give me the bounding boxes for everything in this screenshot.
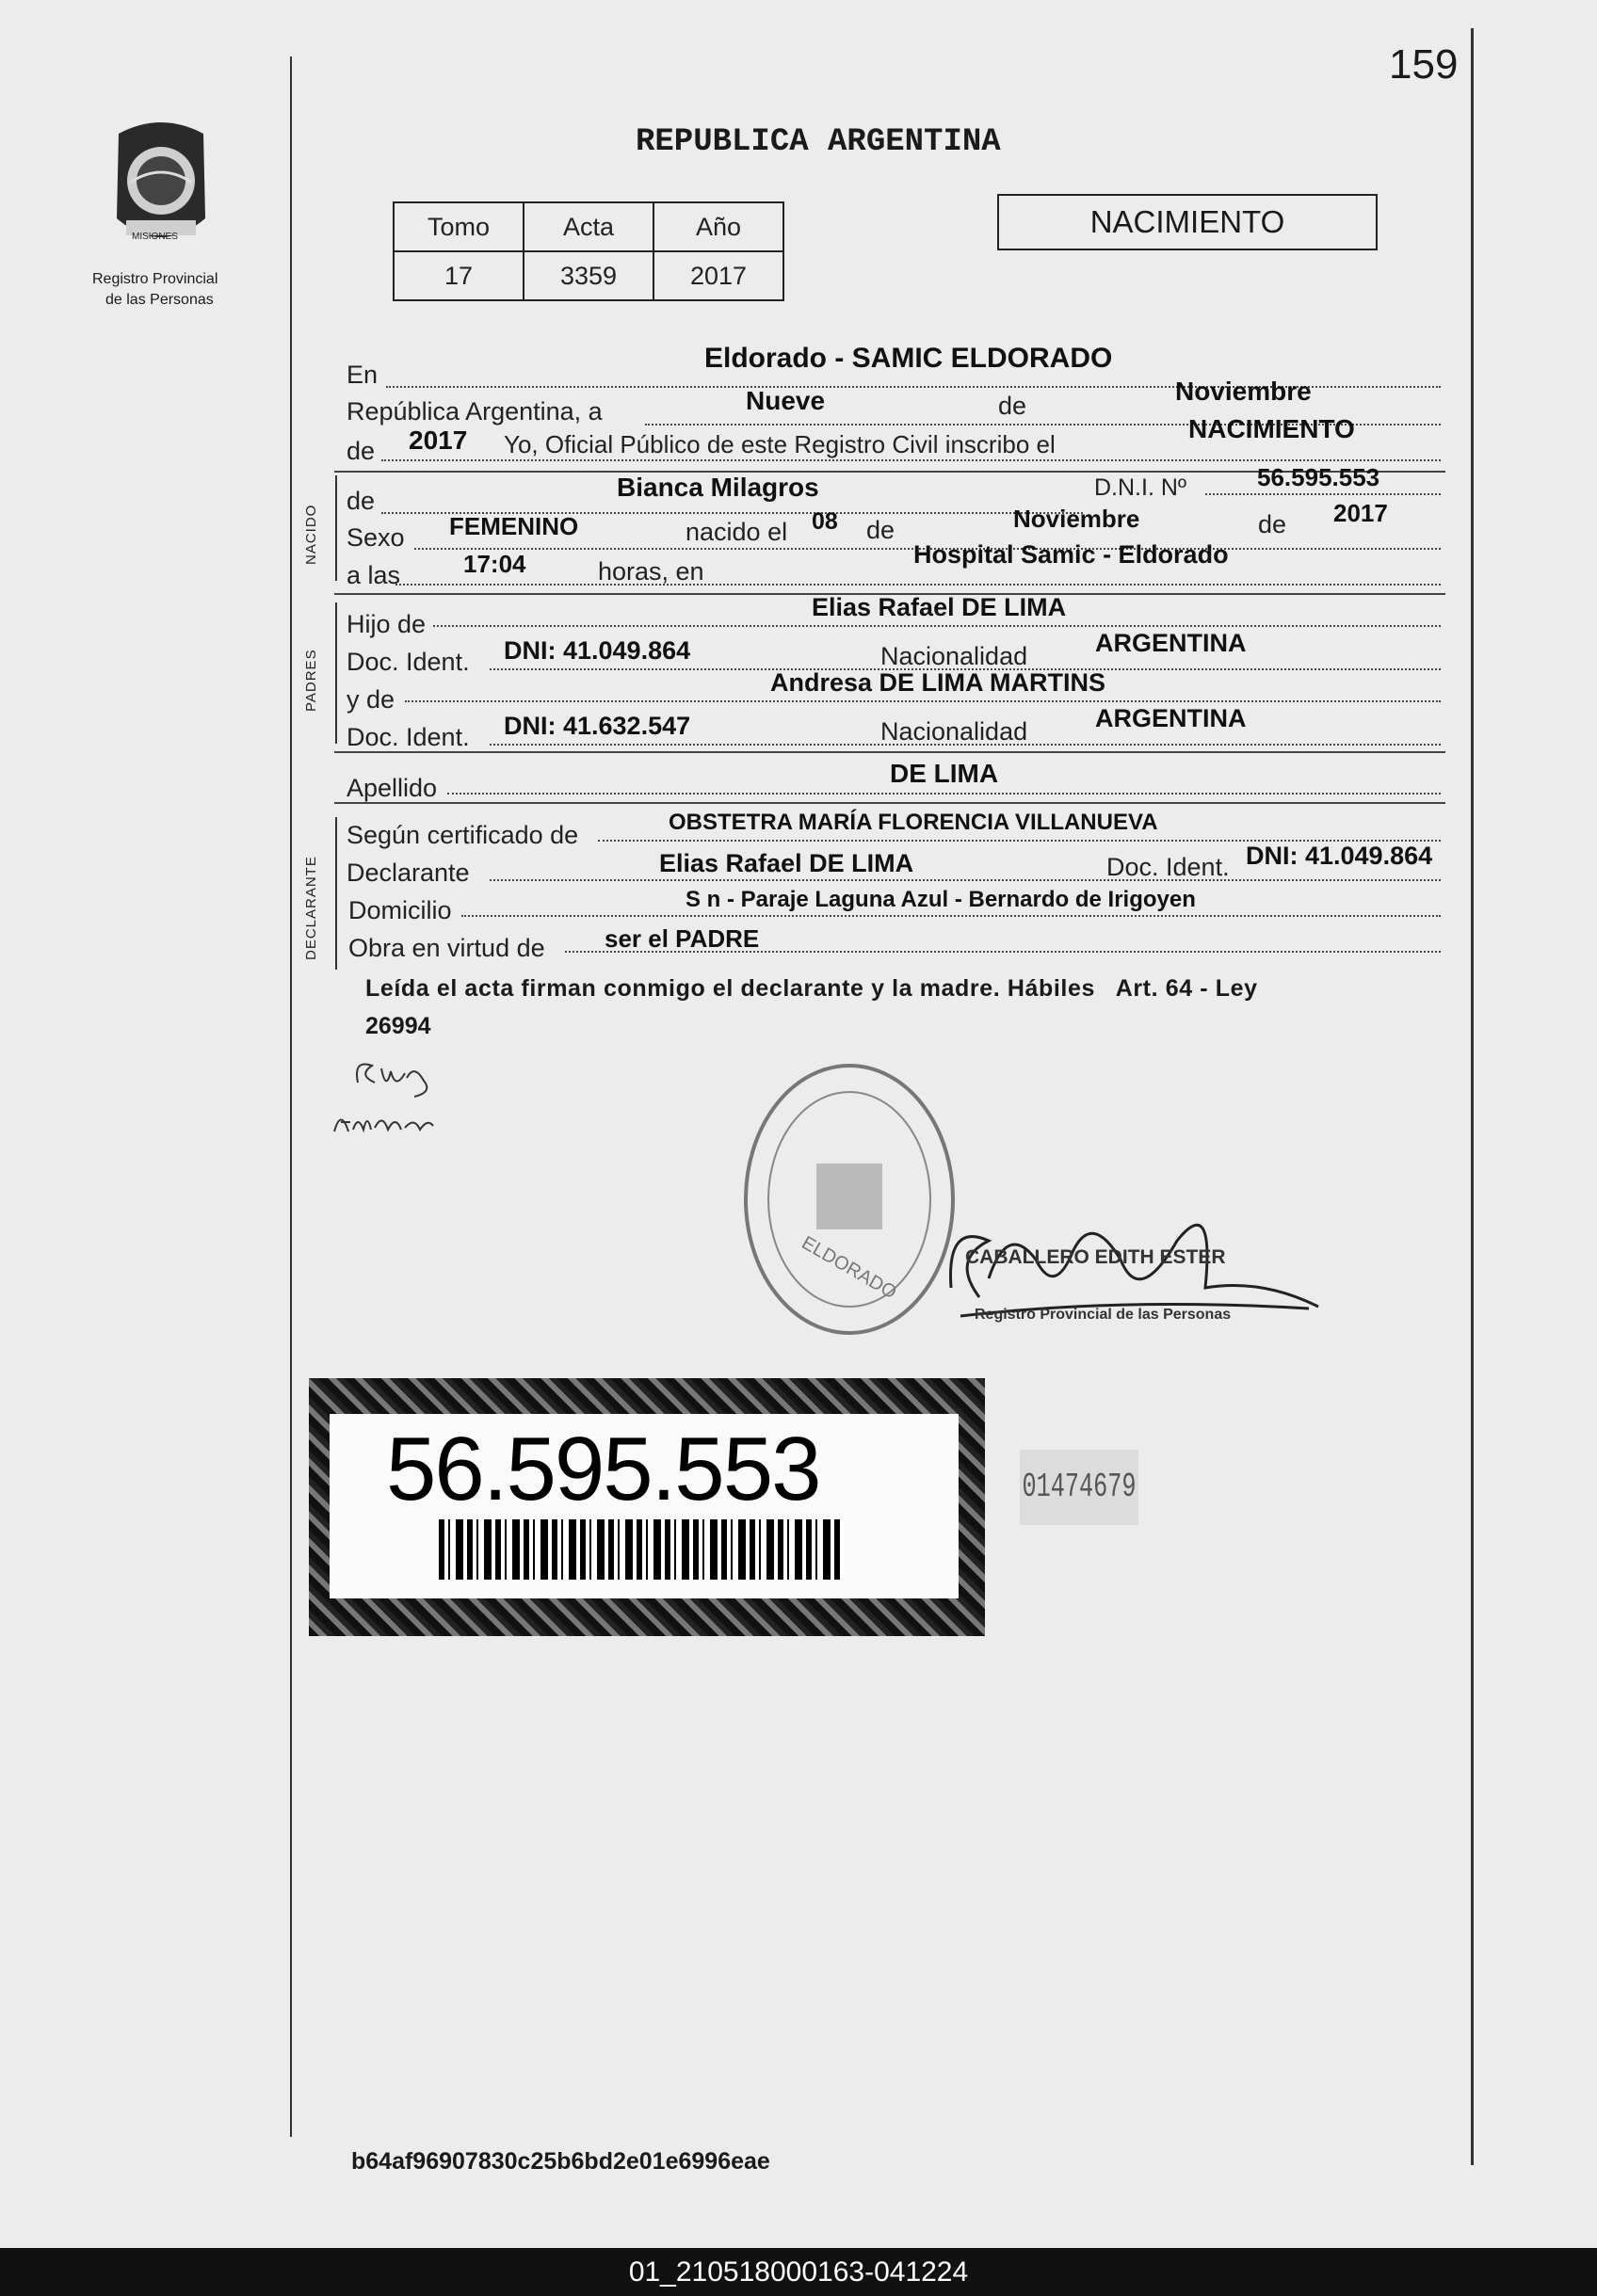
barcode-label [309,1378,985,1636]
label-declarante: Declarante [347,859,470,887]
label-de-anio-nac: de [1258,510,1287,538]
label-dni: D.N.I. Nº [1094,474,1187,501]
dotted-line [405,700,1441,702]
dotted-line [447,793,1441,795]
label-doc-ident-madre: Doc. Ident. [347,723,470,751]
label-doc-ident-declarante: Doc. Ident. [1106,853,1230,881]
value-nombre: Bianca Milagros [617,473,819,502]
signature-declarante [348,1054,443,1101]
value-anio: 2017 [409,425,468,455]
nacido-bracket [335,475,337,581]
label-sexo: Sexo [347,523,405,552]
dotted-line [490,879,1441,881]
official-stamp [736,1058,962,1341]
value-dni: 56.595.553 [1257,463,1380,491]
label-y-de: y de [347,685,395,714]
tomo-acta-table [393,201,784,301]
value-mes-nac: Noviembre [1013,505,1140,533]
label-apellido: Apellido [347,774,438,802]
dotted-line [1205,493,1441,495]
padres-bracket [335,602,337,744]
serial-number: 01474679 [1020,1450,1138,1525]
document-hash: b64af96907830c25b6bd2e01e6996eae [351,2148,770,2175]
label-de-anio: de [347,437,376,465]
registry-name-line2: de las Personas [105,292,214,308]
country-title: REPUBLICA ARGENTINA [636,124,1001,160]
value-apellido: DE LIMA [890,759,999,788]
value-obra: ser el PADRE [605,924,760,953]
dotted-line [490,744,1441,746]
label-de-nombre: de [347,487,376,515]
left-margin-line [290,56,292,2137]
official-registry: Registro Provincial de las Personas [975,1307,1232,1323]
label-segun-cert: Según certificado de [347,821,579,849]
value-domicilio: S n - Paraje Laguna Azul - Bernardo de Irigoyen [686,887,1196,912]
registry-name-line1: Registro Provincial [92,271,218,287]
label-en: En [347,361,379,389]
label-obra-virtud: Obra en virtud de [348,934,545,962]
dotted-line [433,625,1441,627]
value-declarante-doc: DNI: 41.049.864 [1246,842,1433,870]
document-type-box [997,194,1378,250]
label-horas-en: horas, en [598,557,704,586]
value-anio-nac: 2017 [1333,499,1388,527]
section-divider [334,802,1445,804]
label-hijo-de: Hijo de [347,610,427,638]
label-de-mes-nac: de [866,516,895,544]
barcode-bars [439,1519,844,1580]
value-dia-nac: 08 [812,508,838,535]
value-declarante: Elias Rafael DE LIMA [659,849,914,877]
value-acto: NACIMIENTO [1188,414,1355,443]
value-mes: Noviembre [1175,377,1312,406]
signature-madre [330,1103,438,1141]
value-sexo: FEMENINO [449,512,579,540]
dotted-line [461,915,1441,917]
side-label-declarante: DECLARANTE [303,856,319,960]
footer-id: 01_210518000163-041224 [0,2248,1597,2296]
anio-header: Año [653,202,783,251]
svg-text:ELDORADO: ELDORADO [798,1232,900,1304]
label-nacido-el: nacido el [686,518,788,546]
section-divider [334,751,1445,753]
value-dia: Nueve [746,386,826,415]
acta-header: Acta [524,202,653,251]
closing-text-line2: 26994 [365,1013,431,1039]
barcode-inner [330,1414,959,1598]
label-yo-oficial: Yo, Oficial Público de este Registro Civil inscribo el [504,430,1056,458]
value-padre-nac: ARGENTINA [1095,629,1247,657]
value-hora: 17:04 [463,550,526,578]
label-nacionalidad-madre: Nacionalidad [880,717,1028,746]
declarante-bracket [335,817,337,970]
dotted-line [565,951,1441,953]
side-label-padres: PADRES [303,649,319,712]
label-republica: República Argentina, a [347,397,603,425]
label-domicilio: Domicilio [348,896,452,924]
value-madre-nac: ARGENTINA [1095,704,1247,732]
dotted-line [381,459,1441,461]
right-edge-line [1471,28,1474,2165]
value-lugar-nac: Hospital Samic - Eldorado [913,540,1229,569]
page-number: 159 [1389,41,1459,88]
label-de-mes: de [998,392,1027,420]
label-nacionalidad-padre: Nacionalidad [880,642,1028,670]
side-label-nacido: NACIDO [303,504,319,565]
value-padre: Elias Rafael DE LIMA [812,593,1067,621]
label-doc-ident-padre: Doc. Ident. [347,648,470,676]
dotted-line [395,584,1441,586]
closing-text-line1: Leída el acta firman conmigo el declarante y la madre. Hábiles Art. 64 - Ley [365,975,1258,1002]
label-a-las: a las [347,561,401,589]
logo-caption: MISIONES [132,232,178,242]
tomo-header: Tomo [394,202,524,251]
barcode-number: 56.595.553 [386,1419,820,1519]
value-madre-doc: DNI: 41.632.547 [504,712,691,740]
value-madre: Andresa DE LIMA MARTINS [770,668,1106,697]
tomo-value: 17 [394,251,524,300]
anio-value: 2017 [653,251,783,300]
document-type: NACIMIENTO [1089,204,1285,239]
value-padre-doc: DNI: 41.049.864 [504,636,691,665]
acta-value: 3359 [524,251,653,300]
value-lugar: Eldorado - SAMIC ELDORADO [704,343,1113,374]
value-certificado: OBSTETRA MARÍA FLORENCIA VILLANUEVA [669,810,1158,835]
official-name: CABALLERO EDITH ESTER [965,1246,1226,1268]
